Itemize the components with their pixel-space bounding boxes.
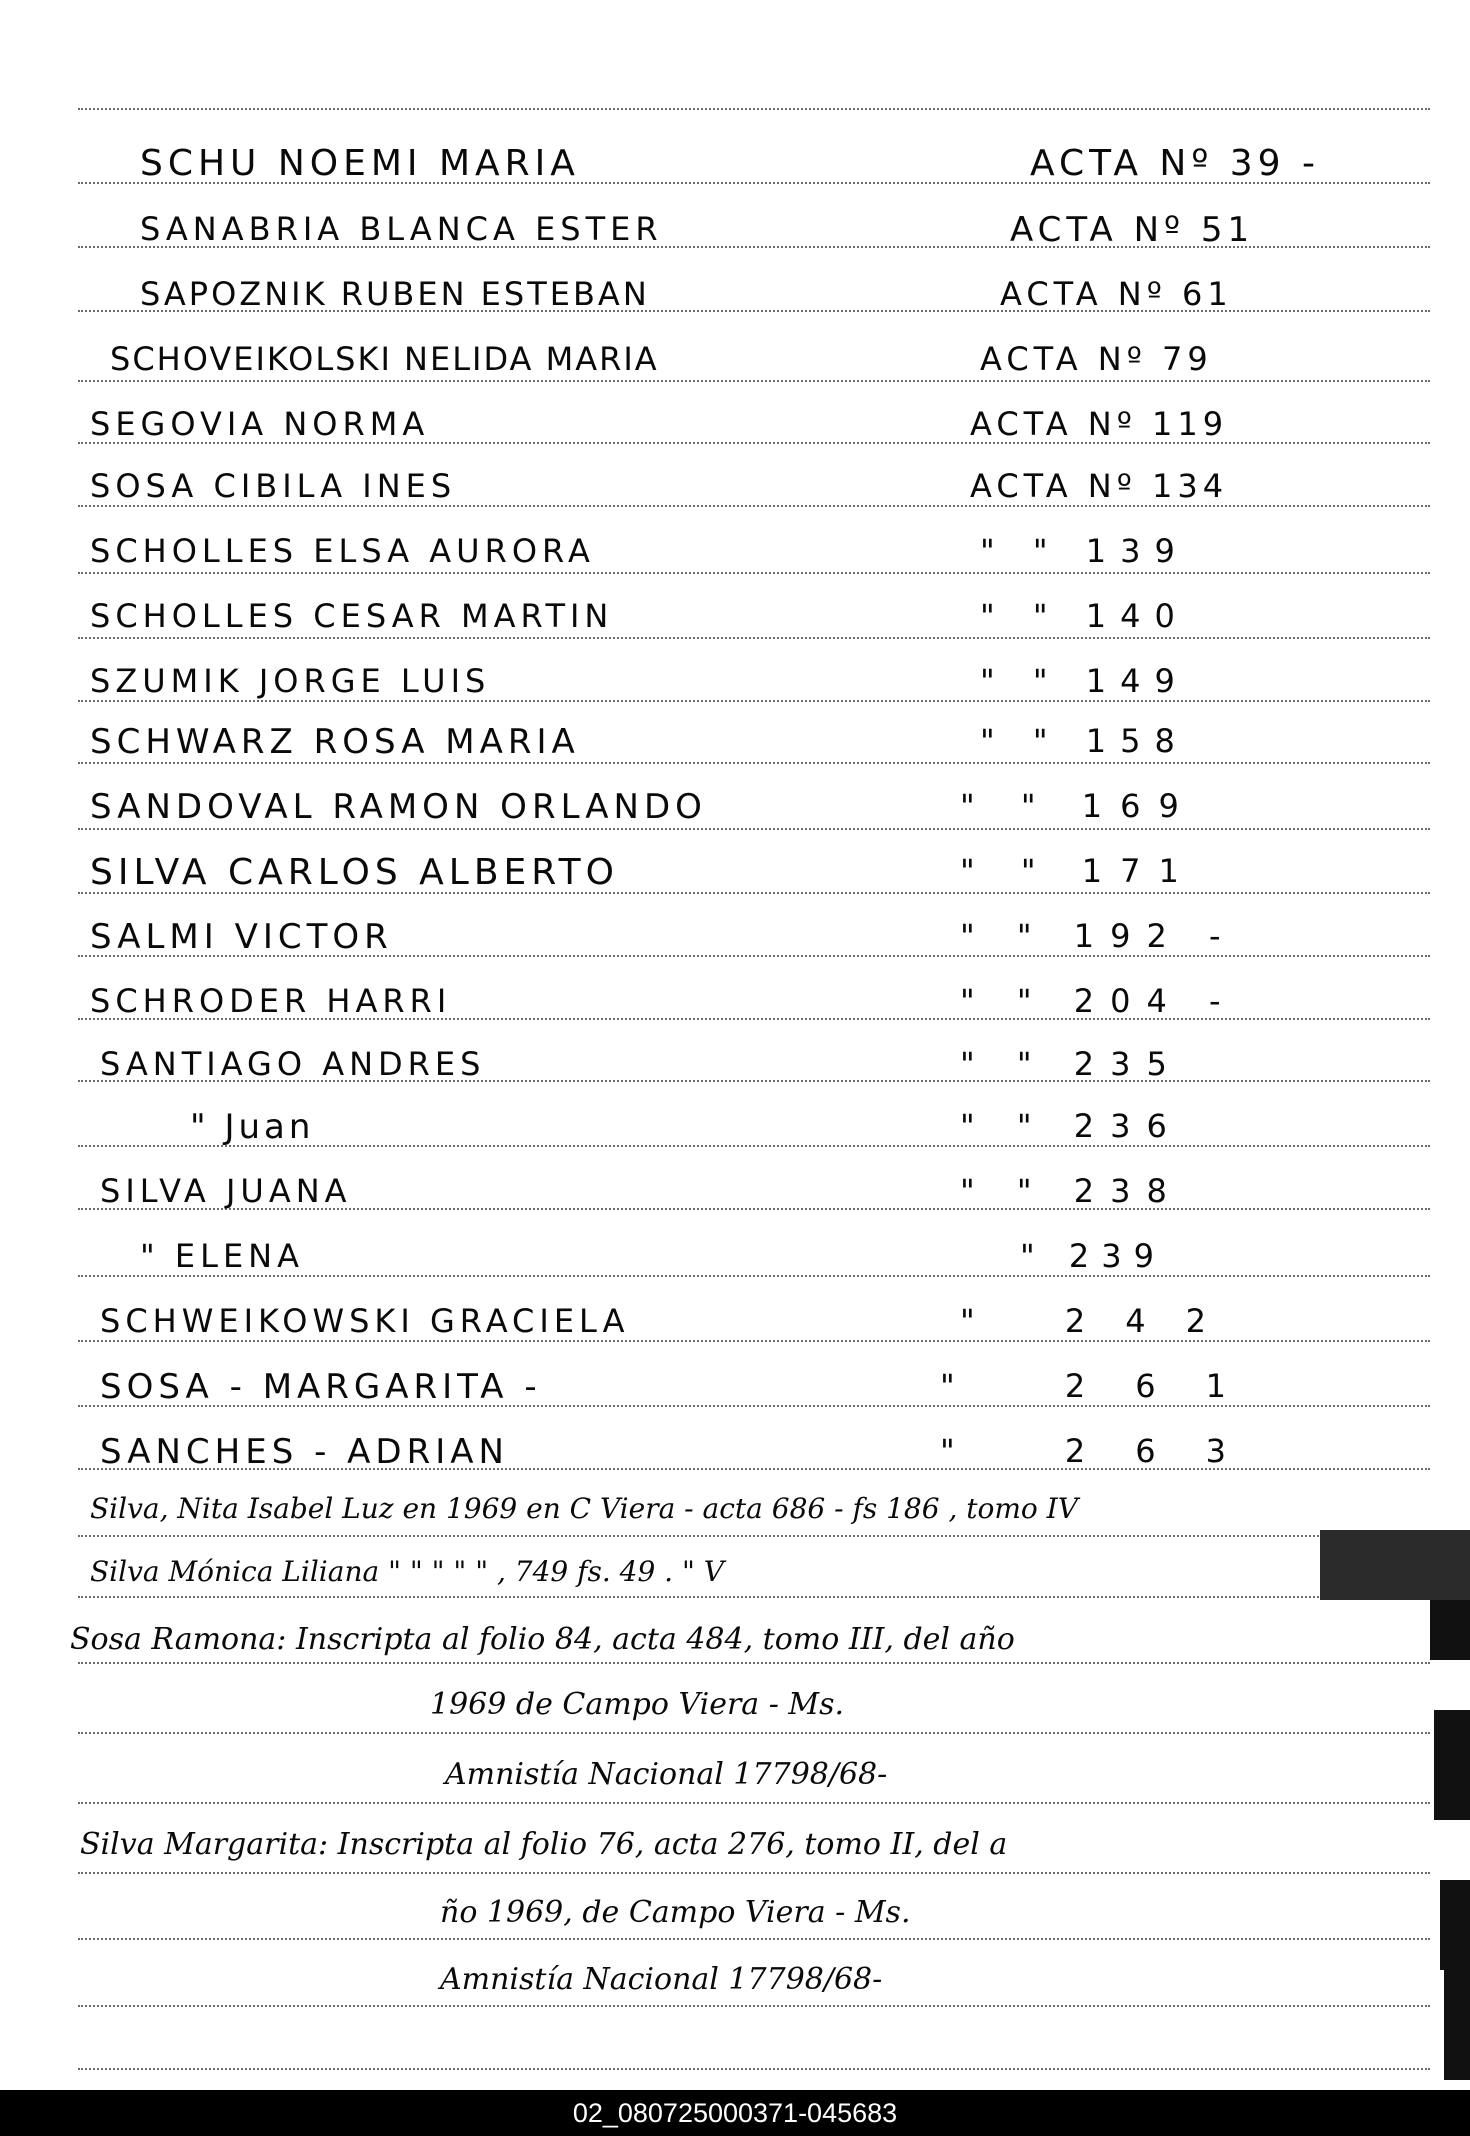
scan-edge-shadow [1430,1600,1470,1660]
entry-acta: " " 140 [980,597,1189,635]
ruled-line [78,108,1430,110]
scan-edge-shadow [1440,1880,1470,1970]
note-line: Sosa Ramona: Inscripta al folio 84, acta 484, tomo III, del año [70,1622,1015,1657]
ruled-line [78,1275,1430,1277]
entry-name: SAPOZNIK RUBEN ESTEBAN [140,275,650,313]
entry-name: SCHOVEIKOLSKI NELIDA MARIA [110,340,659,378]
entry-name: SANDOVAL RAMON ORLANDO [90,787,707,827]
ruled-line [78,2005,1430,2007]
ruled-line [78,1732,1430,1734]
entry-acta: ACTA Nº 134 [970,467,1229,505]
entry-name: SILVA JUANA [100,1172,352,1210]
entry-name: SANTIAGO ANDRES [100,1045,486,1083]
note-line: Amnistía Nacional 17798/68- [445,1757,888,1792]
scan-edge-shadow [1320,1530,1470,1600]
entry-acta: ACTA Nº 61 [1000,275,1233,313]
entry-name: " Juan [190,1107,315,1147]
note-line: Amnistía Nacional 17798/68- [440,1962,883,1997]
entry-acta: " " 169 [960,787,1197,825]
entry-acta: " 242 [960,1302,1246,1340]
entry-acta: " 239 [1020,1237,1166,1275]
ruled-line [78,1938,1430,1940]
entry-name: SEGOVIA NORMA [90,405,430,443]
ruled-line [78,380,1430,382]
entry-acta: " " 204 - [960,982,1237,1020]
entry-acta: " " 139 [980,532,1189,570]
note-line: Silva, Nita Isabel Luz en 1969 en C Viera - acta 686 - fs 186 , tomo IV [90,1492,1078,1525]
ruled-line [78,1596,1430,1598]
note-line: Silva Margarita: Inscripta al folio 76, acta 276, tomo II, del a [80,1827,1008,1862]
ruled-line [78,1535,1430,1537]
ruled-line [78,1340,1430,1342]
entry-acta: ACTA Nº 39 - [1030,143,1320,184]
entry-name: SANABRIA BLANCA ESTER [140,210,663,248]
ruled-line [78,572,1430,574]
entry-acta: " 261 [940,1367,1276,1405]
entry-acta: " " 238 [960,1172,1183,1210]
entry-name: SZUMIK JORGE LUIS [90,662,491,700]
scan-edge-shadow [1434,1710,1470,1820]
note-line: ño 1969, de Campo Viera - Ms. [440,1895,911,1930]
entry-acta: " " 192 - [960,917,1237,955]
entry-name: SCHU NOEMI MARIA [140,143,580,184]
entry-name: SALMI VICTOR [90,917,393,957]
entry-acta: " " 235 [960,1045,1183,1083]
ruled-line [78,1802,1430,1804]
entry-name: SCHOLLES CESAR MARTIN [90,597,614,635]
entry-name: SOSA - MARGARITA - [100,1367,542,1407]
entry-acta: ACTA Nº 51 [1010,210,1255,250]
ruled-line [78,2068,1430,2070]
ruled-line [78,505,1430,507]
entry-acta: ACTA Nº 119 [970,405,1229,443]
entry-acta: " " 158 [980,722,1189,760]
entry-acta: " " 149 [980,662,1189,700]
ruled-line [78,1872,1430,1874]
entry-name: " ELENA [140,1237,304,1275]
ruled-line [78,828,1430,830]
note-line: Silva Mónica Liliana " " " " " , 749 fs. 49 . " V [90,1555,724,1588]
entry-name: SILVA CARLOS ALBERTO [90,852,619,893]
note-line: 1969 de Campo Viera - Ms. [430,1687,845,1722]
document-id-footer: 02_080725000371-045683 [0,2090,1470,2136]
ruled-line [78,762,1430,764]
entry-name: SCHWARZ ROSA MARIA [90,722,580,762]
ruled-line [78,1662,1430,1664]
entry-name: SCHRODER HARRI [90,982,452,1020]
entry-acta: ACTA Nº 79 [980,340,1213,378]
entry-acta: " " 171 [960,852,1197,890]
ruled-line [78,637,1430,639]
entry-acta: " 263 [940,1432,1276,1470]
scan-edge-shadow [1444,1960,1470,2080]
ruled-line [78,700,1430,702]
entry-name: SCHOLLES ELSA AURORA [90,532,595,570]
entry-acta: " " 236 [960,1107,1183,1145]
entry-name: SCHWEIKOWSKI GRACIELA [100,1302,630,1340]
entry-name: SANCHES - ADRIAN [100,1432,509,1472]
entry-name: SOSA CIBILA INES [90,467,457,505]
